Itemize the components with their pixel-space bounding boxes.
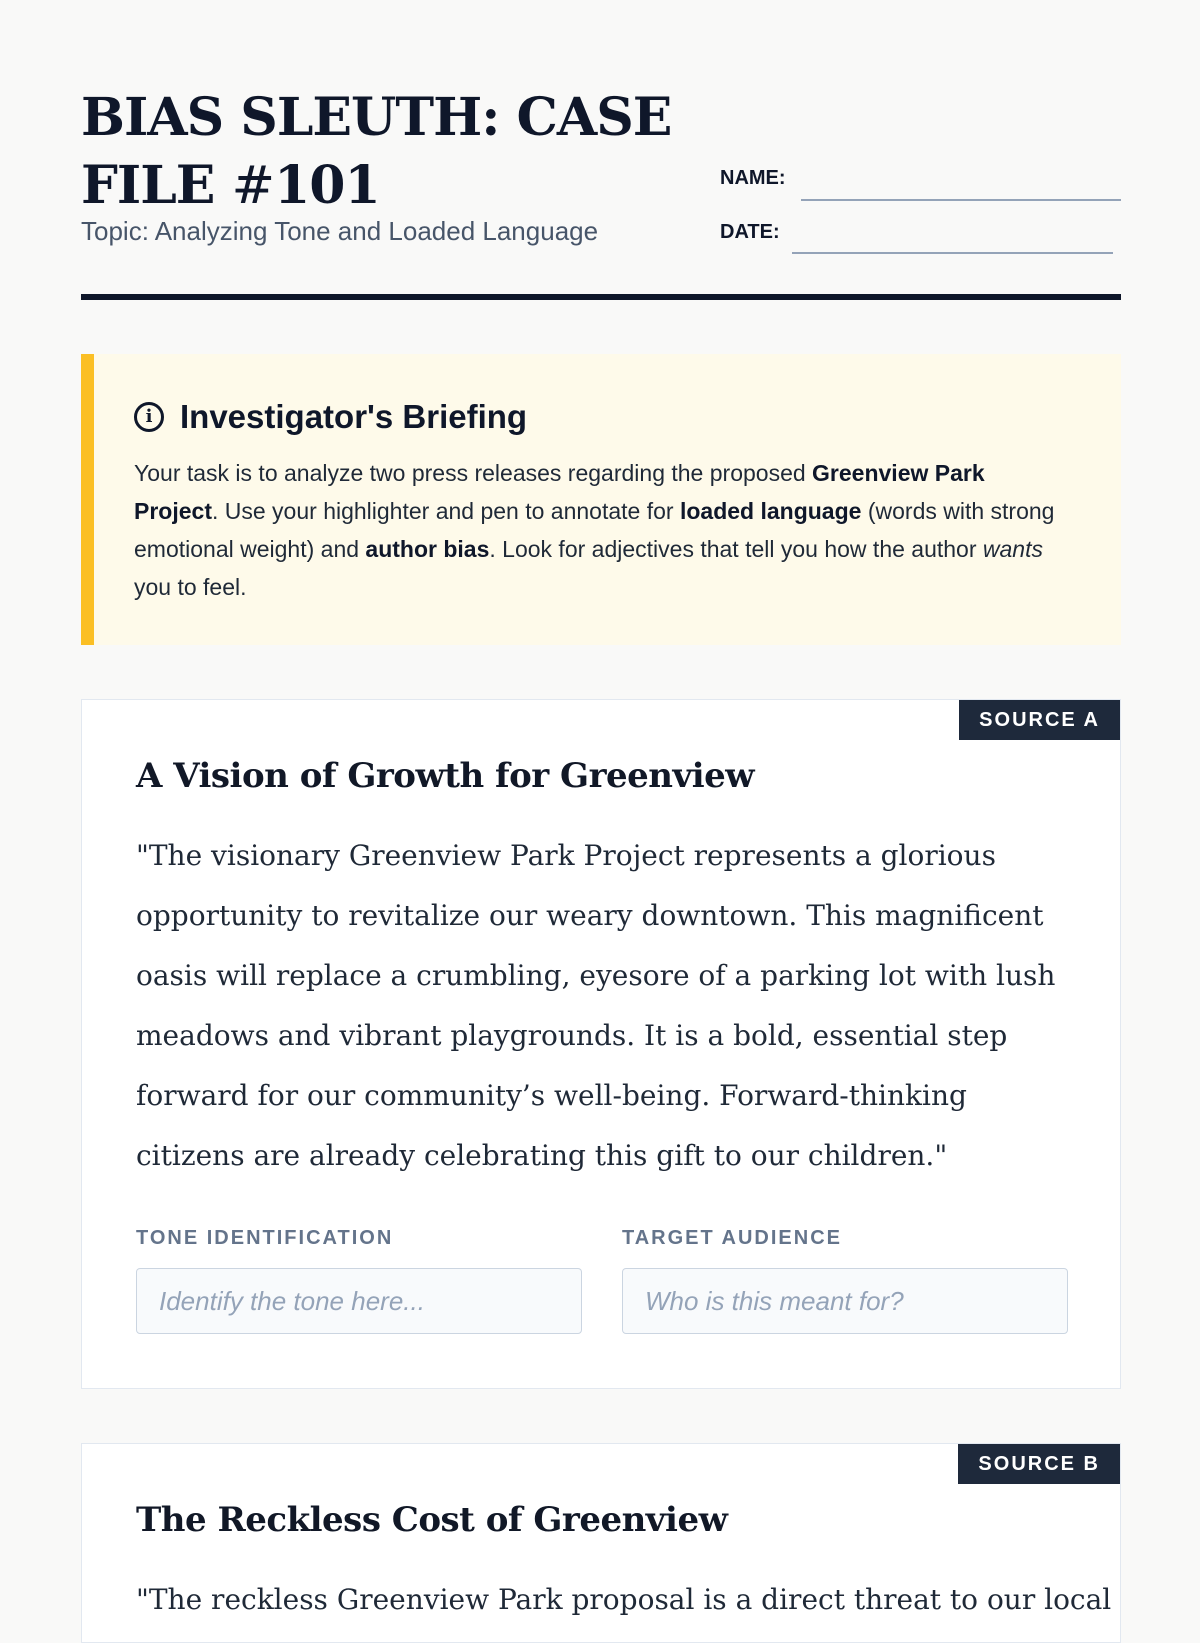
briefing-text-3: (words with strong emotional weight) and [134, 498, 1055, 562]
title-hash: # [231, 156, 275, 216]
page-title [81, 84, 681, 220]
date-label: DATE: [720, 221, 780, 243]
name-label: NAME: [720, 167, 786, 189]
briefing-title: Investigator's Briefing [180, 398, 528, 435]
briefing-text [134, 454, 1074, 606]
tone-label: TONE IDENTIFICATION [136, 1227, 394, 1249]
title-line-2a: FILE [81, 155, 232, 216]
audience-label: TARGET AUDIENCE [622, 1227, 842, 1249]
audience-input[interactable] [622, 1268, 1068, 1334]
source-a-card [81, 699, 1121, 1389]
briefing-header [134, 398, 527, 436]
header-divider [81, 294, 1121, 300]
source-b-title: The Reckless Cost of Greenview [136, 1500, 728, 1540]
source-a-title: A Vision of Growth for Greenview [136, 756, 755, 796]
source-a-body: "The visionary Greenview Park Project represents a glorious opportunity to revitalize our weary downtown. This magnificent oasis will replace a crumbling, eyesore of a parking lot with lush meadows and vibrant playgrounds. It is a bold, essential step forward for our community’s well-being. Forward-thinking citizens are already celebrating this gift to our children." [136, 839, 1056, 1172]
briefing-bold-loaded: loaded language [679, 498, 862, 524]
source-a-tag: SOURCE A [959, 700, 1120, 740]
source-b-tag: SOURCE B [958, 1444, 1120, 1484]
investigator-briefing [81, 354, 1121, 645]
worksheet-header [81, 84, 1121, 304]
briefing-text-2: . Use your highlighter and pen to annotate for [211, 498, 680, 524]
info-circle-icon: i [134, 402, 164, 432]
topic-subtitle: Topic: Analyzing Tone and Loaded Language [81, 216, 599, 246]
date-line[interactable] [792, 252, 1113, 254]
briefing-text-5: you to feel. [134, 574, 247, 600]
tone-input[interactable] [136, 1268, 582, 1334]
briefing-italic-wants: wants [982, 536, 1043, 562]
source-b-body: "The reckless Greenview Park proposal is a direct threat to our local [136, 1583, 1112, 1616]
title-line-1: BIAS SLEUTH: CASE [81, 87, 672, 148]
source-b-card [81, 1443, 1121, 1643]
briefing-bold-project: Greenview Park Project [134, 460, 985, 524]
title-line-2b: 101 [274, 155, 380, 216]
name-line[interactable] [801, 199, 1121, 201]
briefing-bold-bias: author bias [365, 536, 490, 562]
briefing-text-1: Your task is to analyze two press releases regarding the proposed [134, 460, 813, 486]
briefing-text-4: . Look for adjectives that tell you how the author [489, 536, 983, 562]
